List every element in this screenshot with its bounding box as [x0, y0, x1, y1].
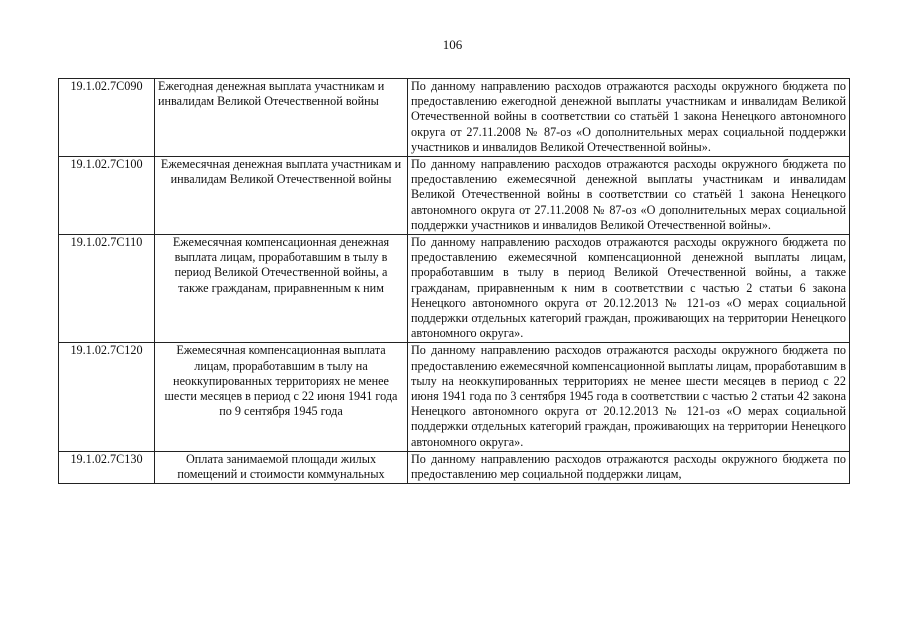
budget-classification-table	[58, 78, 850, 484]
expense-code-cell: 19.1.02.7С110	[59, 235, 155, 343]
expense-name-cell: Ежемесячная денежная выплата участникам и инвалидам Великой Отечественной войны	[155, 157, 408, 235]
table-row	[59, 235, 850, 343]
expense-description-cell: По данному направлению расходов отражаются расходы окружного бюджета по предоставлению мер социальной поддержки лицам,	[408, 451, 850, 483]
expense-name-cell: Оплата занимаемой площади жилых помещений и стоимости коммунальных	[155, 451, 408, 483]
table-row	[59, 343, 850, 451]
table-row	[59, 79, 850, 157]
page-number: 106	[442, 37, 463, 52]
expense-name-cell: Ежемесячная компенсационная выплата лицам, проработавшим в тылу на неоккупированных территориях не менее шести месяцев в период с 22 июня 1941 года по 9 сентября 1945 года	[155, 343, 408, 451]
expense-code-cell: 19.1.02.7С100	[59, 157, 155, 235]
expense-description-cell: По данному направлению расходов отражаются расходы окружного бюджета по предоставлению ежемесячной компенсационной денежной выплаты лицам, проработавшим в тылу в период Великой Отечественной войны, а также гражданам, приравненным к ним в соответствии с частью 2 статьи 6 закона Ненецкого автономного округа от 20.12.2013 № 121-оз «О мерах социальной поддержки отдельных категорий граждан, проживающих на территории Ненецкого автономного округа».	[408, 235, 850, 343]
expense-code-cell: 19.1.02.7С130	[59, 451, 155, 483]
table-row	[59, 157, 850, 235]
expense-description-cell: По данному направлению расходов отражаются расходы окружного бюджета по предоставлению ежегодной денежной выплаты участникам и инвалидам Великой Отечественной войны в соответствии со статьёй 1 закона Ненецкого автономного округа от 27.11.2008 № 87-оз «О дополнительных мерах социальной поддержки участников и инвалидов Великой Отечественной войны».	[408, 79, 850, 157]
expense-description-cell: По данному направлению расходов отражаются расходы окружного бюджета по предоставлению ежемесячной денежной выплаты участникам и инвалидам Великой Отечественной войны в соответствии со статьёй 1 закона Ненецкого автономного округа от 27.11.2008 № 87-оз «О дополнительных мерах социальной поддержки участников и инвалидов Великой Отечественной войны».	[408, 157, 850, 235]
expense-code-cell: 19.1.02.7С090	[59, 79, 155, 157]
expense-code-cell: 19.1.02.7С120	[59, 343, 155, 451]
expense-name-cell: Ежегодная денежная выплата участникам и инвалидам Великой Отечественной войны	[155, 79, 408, 157]
expense-name-cell: Ежемесячная компенсационная денежная выплата лицам, проработавшим в тылу в период Великой Отечественной войны, а также гражданам, приравненным к ним	[155, 235, 408, 343]
expense-description-cell: По данному направлению расходов отражаются расходы окружного бюджета по предоставлению ежемесячной компенсационной выплаты лицам, проработавшим в тылу на неоккупированных территориях не менее шести месяцев в период с 22 июня 1941 года по 3 сентября 1945 года в соответствии с частью 2 статьи 42 закона Ненецкого автономного округа от 20.12.2013 № 121-оз «О мерах социальной поддержки отдельных категорий граждан, проживающих на территории Ненецкого автономного округа».	[408, 343, 850, 451]
table-row	[59, 451, 850, 483]
